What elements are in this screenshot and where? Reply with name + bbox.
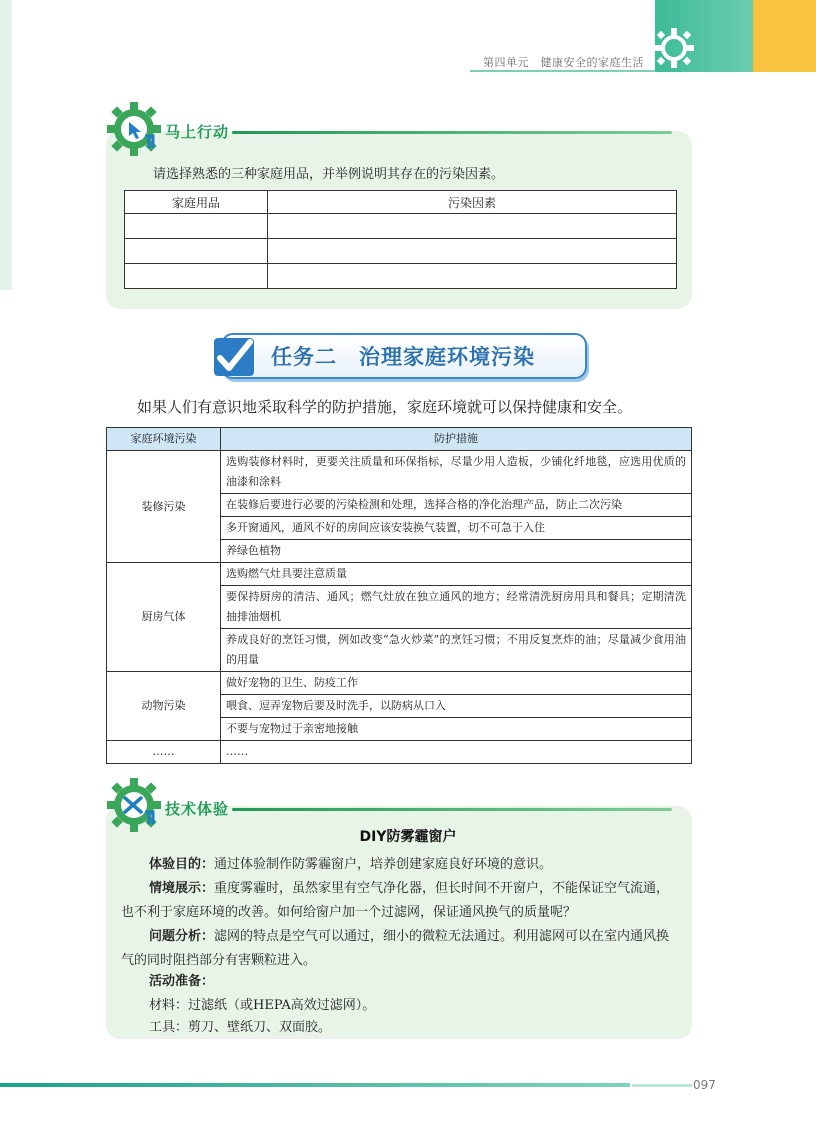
para-text: 材料：过滤纸（或HEPA高效过滤网）。	[149, 998, 376, 1013]
footer-line-light	[632, 1084, 692, 1087]
checkmark-icon	[214, 338, 254, 376]
tech-section-title: 技术体验	[165, 800, 230, 818]
measure-cell: 多开窗通风，通风不好的房间应该安装换气装置，切不可急于入住	[221, 517, 692, 540]
table-cell[interactable]	[268, 239, 677, 264]
task-intro: 如果人们有意识地采取科学的防护措施，家庭环境就可以保持健康和安全。	[137, 398, 633, 416]
measure-cell: 养绿色植物	[221, 540, 692, 563]
table-header: 家庭用品	[125, 191, 268, 214]
table-cell[interactable]	[125, 264, 268, 289]
category-cell: 厨房气体	[107, 563, 221, 672]
paragraph-materials	[121, 994, 675, 1018]
table-row	[107, 563, 692, 586]
para-text: 工具：剪刀、壁纸刀、双面胶。	[149, 1020, 332, 1035]
para-label: 情境展示：	[149, 881, 215, 896]
table-row	[107, 741, 692, 764]
table-cell[interactable]	[125, 239, 268, 264]
action-gear-icon	[105, 100, 163, 162]
table-row	[125, 214, 677, 239]
action-instruction: 请选择熟悉的三种家庭用品，并举例说明其存在的污染因素。	[153, 167, 505, 182]
action-title-line	[232, 131, 672, 134]
table-header: 家庭环境污染	[107, 428, 221, 451]
table-row	[125, 239, 677, 264]
measure-cell: 做好宠物的卫生、防疫工作	[221, 672, 692, 695]
para-label: 活动准备：	[149, 974, 215, 989]
left-margin-strip	[0, 0, 12, 290]
paragraph-prep	[121, 970, 675, 994]
measure-cell: 在装修后要进行必要的污染检测和处理，选择合格的净化治理产品，防止二次污染	[221, 494, 692, 517]
category-cell: 装修污染	[107, 451, 221, 563]
table-cell[interactable]	[268, 264, 677, 289]
footer-line	[0, 1083, 630, 1087]
pollution-measures-table	[106, 427, 692, 764]
paragraph-tools	[121, 1016, 675, 1040]
para-text: 滤网的特点是空气可以通过，细小的微粒无法通过。利用滤网可以在室内通风换气的同时阻挡部分有害颗粒进入。	[121, 929, 670, 968]
household-items-table	[124, 190, 677, 289]
page-number: 097	[693, 1078, 716, 1092]
paragraph-scenario	[121, 877, 675, 925]
measure-cell: 选购燃气灶具要注意质量	[221, 563, 692, 586]
header-gear-icon	[652, 26, 696, 74]
table-row	[107, 672, 692, 695]
task-banner	[221, 333, 587, 379]
ellipsis-cell: ……	[221, 741, 692, 764]
category-cell: 动物污染	[107, 672, 221, 741]
table-row	[125, 264, 677, 289]
measure-cell: 选购装修材料时，更要关注质量和环保指标，尽量少用人造板，少铺化纤地毯，应选用优质的油漆和涂料	[221, 451, 692, 494]
tech-title-line	[232, 808, 672, 811]
paragraph-analysis	[121, 925, 675, 973]
para-label: 体验目的：	[149, 857, 215, 872]
paragraph-purpose	[121, 853, 675, 877]
table-cell[interactable]	[268, 214, 677, 239]
measure-cell: 要保持厨房的清洁、通风；燃气灶放在独立通风的地方；经常清洗厨房用具和餐具；定期清洗抽排油烟机	[221, 586, 692, 629]
action-section-title: 马上行动	[165, 123, 230, 141]
ellipsis-cell: ……	[107, 741, 221, 764]
measure-cell: 不要与宠物过于亲密地接触	[221, 718, 692, 741]
header-divider	[470, 70, 655, 72]
table-header: 防护措施	[221, 428, 692, 451]
task-title: 任务二 治理家庭环境污染	[271, 345, 535, 369]
measure-cell: 喂食、逗弄宠物后要及时洗手，以防病从口入	[221, 695, 692, 718]
para-text: 通过体验制作防雾霾窗户，培养创建家庭良好环境的意识。	[214, 857, 553, 872]
table-cell[interactable]	[125, 214, 268, 239]
unit-title: 第四单元 健康安全的家庭生活	[483, 56, 644, 69]
para-text: 重度雾霾时，虽然家里有空气净化器，但长时间不开窗户，不能保证空气流通，也不利于家庭环境的改善。如何给窗户加一个过滤网，保证通风换气的质量呢？	[121, 881, 670, 920]
diy-title: DIY防雾霾窗户	[359, 829, 457, 845]
para-label: 问题分析：	[149, 929, 215, 944]
header-yellow-block	[753, 0, 816, 72]
table-row	[107, 451, 692, 494]
measure-cell: 养成良好的烹饪习惯，例如改变“急火炒菜”的烹饪习惯；不用反复烹炸的油；尽量减少食用油的用量	[221, 629, 692, 672]
table-header: 污染因素	[268, 191, 677, 214]
